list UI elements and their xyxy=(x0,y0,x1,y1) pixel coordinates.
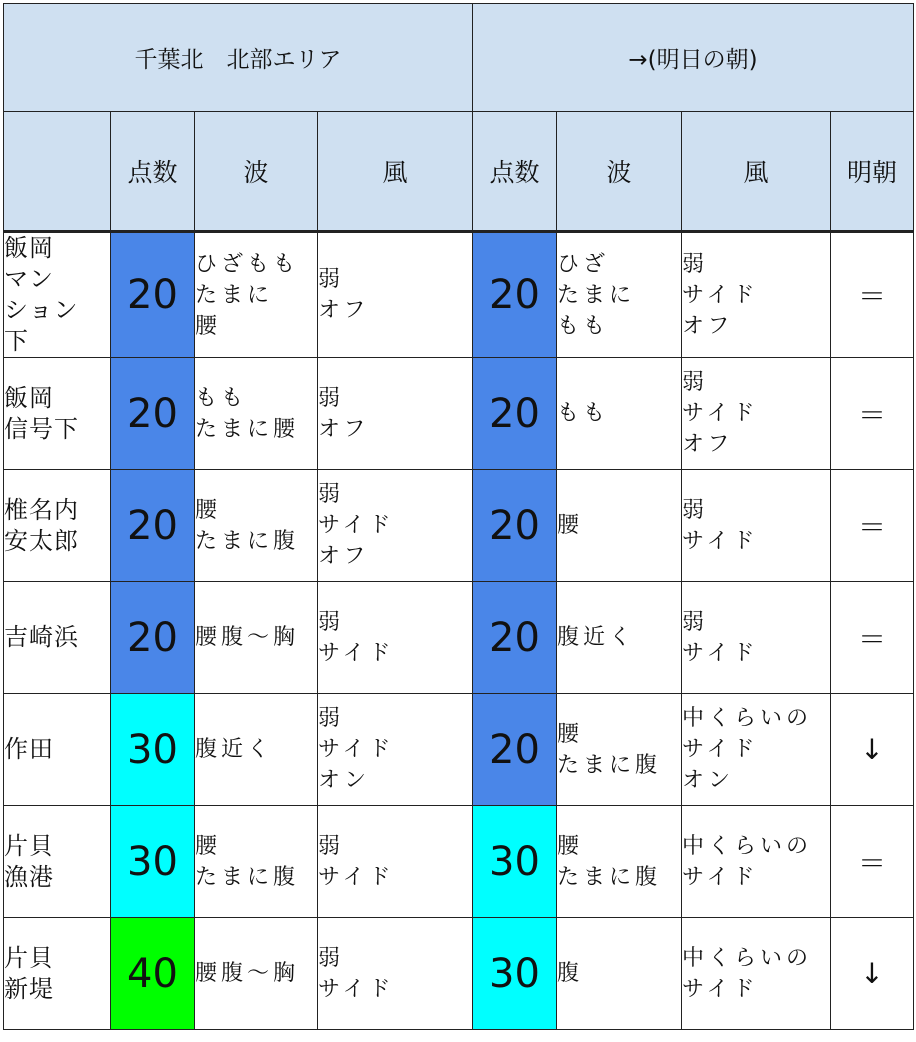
wind-line: サイド xyxy=(318,640,395,666)
spot-name-line: 下 xyxy=(4,327,29,355)
tomorrow-score-cell: 20 xyxy=(473,694,557,806)
score-cell: 20 xyxy=(111,358,195,470)
tomorrow-wind-cell xyxy=(682,918,831,1030)
spot-name xyxy=(4,694,111,806)
tomorrow-wave-line: 腹近く xyxy=(557,625,636,650)
tomorrow-wave-cell xyxy=(557,358,682,470)
tomorrow-score-cell: 30 xyxy=(473,918,557,1030)
tomorrow-score-cell: 20 xyxy=(473,470,557,582)
wind-line: 弱 xyxy=(318,945,345,971)
spot-name xyxy=(4,232,111,358)
wave-cell xyxy=(195,694,318,806)
spot-name-line: 安太郎 xyxy=(4,526,79,555)
wind-line: オフ xyxy=(318,544,370,569)
tomorrow-score-cell: 30 xyxy=(473,806,557,918)
spot-name-line: 新堤 xyxy=(4,974,54,1003)
tomorrow-wind-cell xyxy=(682,232,831,358)
spot-name xyxy=(4,918,111,1030)
wind-line: サイド xyxy=(318,976,395,1002)
tomorrow-score-cell: 20 xyxy=(473,232,557,358)
tomorrow-wave-cell xyxy=(557,232,682,358)
score-cell: 20 xyxy=(111,470,195,582)
tomorrow-wind-cell xyxy=(682,582,831,694)
wind-line: サイド xyxy=(318,513,395,538)
spot-name-line: 信号下 xyxy=(4,414,79,443)
tomorrow-wind-line: オフ xyxy=(682,432,734,457)
trend-header: 明朝 xyxy=(831,112,914,232)
tomorrow-wind-line: サイド xyxy=(682,640,759,666)
tomorrow-wind-line: 中くらいの xyxy=(682,833,813,859)
score-header: 点数 xyxy=(111,112,195,232)
spot-name xyxy=(4,358,111,470)
wave-line: ひざもも xyxy=(195,251,300,277)
surf-forecast-table xyxy=(3,3,914,1030)
column-header-row xyxy=(4,112,914,232)
spot-name-line: 飯岡 xyxy=(4,234,54,262)
tomorrow-wind-line: オフ xyxy=(682,313,734,339)
spot-name-line: 作田 xyxy=(4,735,54,763)
tomorrow-wind-line: 中くらいの xyxy=(682,945,813,971)
wave-line: もも xyxy=(195,385,248,411)
wind-header: 風 xyxy=(318,112,473,232)
spot-name-line: 片貝 xyxy=(4,943,54,972)
tomorrow-wind-line: オン xyxy=(682,768,735,793)
tomorrow-wave-line: たまに腹 xyxy=(557,752,662,778)
trend-cell: ↓ xyxy=(831,694,914,806)
score-cell: 40 xyxy=(111,918,195,1030)
wind-line: オフ xyxy=(318,298,370,323)
wind-line: オフ xyxy=(318,416,370,442)
wind-line: 弱 xyxy=(318,385,345,411)
title-row xyxy=(4,4,914,112)
wind-line: 弱 xyxy=(318,609,345,635)
tomorrow-wave-line: 腰 xyxy=(557,513,584,538)
tomorrow-wave-cell xyxy=(557,918,682,1030)
trend-cell: ＝ xyxy=(831,358,914,470)
wind-cell xyxy=(318,582,473,694)
wind-line: 弱 xyxy=(318,482,345,507)
tomorrow-wave-line: 腰 xyxy=(557,721,584,747)
tomorrow-wind-line: 弱 xyxy=(682,609,709,635)
wave-cell xyxy=(195,582,318,694)
wave-line: 腹近く xyxy=(195,737,274,762)
tomorrow-wind-line: サイド xyxy=(682,737,759,762)
wind-line: 弱 xyxy=(318,833,345,859)
trend-cell: ＝ xyxy=(831,806,914,918)
tomorrow-wave-cell xyxy=(557,694,682,806)
trend-cell: ＝ xyxy=(831,582,914,694)
tomorrow-wave-cell xyxy=(557,806,682,918)
spot-name-line: 椎名内 xyxy=(4,495,79,524)
trend-cell: ＝ xyxy=(831,232,914,358)
tomorrow-wind-line: サイド xyxy=(682,976,759,1002)
wave-line: 腰腹〜胸 xyxy=(195,625,300,650)
wind-line: オン xyxy=(318,768,371,793)
tomorrow-wind-line: サイド xyxy=(682,528,759,554)
tomorrow-wave-header: 波 xyxy=(557,112,682,232)
spot-name-line: 飯岡 xyxy=(4,383,54,412)
tomorrow-wave-line: もも xyxy=(557,401,610,426)
tomorrow-wind-line: 弱 xyxy=(682,251,709,277)
wind-line: 弱 xyxy=(318,706,345,731)
tomorrow-wave-cell xyxy=(557,582,682,694)
wave-header: 波 xyxy=(195,112,318,232)
tomorrow-title: →(明日の朝) xyxy=(473,4,914,112)
wave-cell xyxy=(195,470,318,582)
wave-line: たまに xyxy=(195,282,274,308)
table-row xyxy=(4,232,914,358)
table-row xyxy=(4,582,914,694)
tomorrow-wind-line: 中くらいの xyxy=(682,706,813,731)
wind-line: 弱 xyxy=(318,267,345,292)
tomorrow-wave-line: ひざ xyxy=(557,251,610,277)
wind-line: サイド xyxy=(318,864,395,890)
wave-line: 腰 xyxy=(195,497,222,523)
spot-name-line: 片貝 xyxy=(4,831,54,860)
wind-line: サイド xyxy=(318,737,395,762)
tomorrow-wave-line: たまに xyxy=(557,282,636,308)
table-row xyxy=(4,918,914,1030)
tomorrow-score-cell: 20 xyxy=(473,582,557,694)
tomorrow-wind-line: サイド xyxy=(682,864,759,890)
tomorrow-wind-cell xyxy=(682,358,831,470)
tomorrow-wind-line: 弱 xyxy=(682,370,709,395)
table-row xyxy=(4,806,914,918)
wave-line: 腰腹〜胸 xyxy=(195,961,300,986)
tomorrow-wave-line: たまに腹 xyxy=(557,864,662,890)
trend-cell: ＝ xyxy=(831,470,914,582)
table-row xyxy=(4,470,914,582)
tomorrow-wave-line: 腹 xyxy=(557,961,584,986)
table-row xyxy=(4,694,914,806)
wave-line: 腰 xyxy=(195,833,222,859)
wind-cell xyxy=(318,358,473,470)
trend-cell: ↓ xyxy=(831,918,914,1030)
tomorrow-wave-line: もも xyxy=(557,313,610,339)
tomorrow-wave-cell xyxy=(557,470,682,582)
table-row xyxy=(4,358,914,470)
wave-line: たまに腹 xyxy=(195,528,300,554)
spot-name-line: マン xyxy=(4,265,54,293)
wind-cell xyxy=(318,918,473,1030)
tomorrow-wind-cell xyxy=(682,470,831,582)
tomorrow-score-header: 点数 xyxy=(473,112,557,232)
spot-name xyxy=(4,470,111,582)
wave-cell xyxy=(195,918,318,1030)
wind-cell xyxy=(318,806,473,918)
tomorrow-wind-header: 風 xyxy=(682,112,831,232)
spot-name xyxy=(4,582,111,694)
score-cell: 20 xyxy=(111,582,195,694)
wave-line: たまに腰 xyxy=(195,416,300,442)
spot-name xyxy=(4,806,111,918)
tomorrow-wind-line: 弱 xyxy=(682,497,709,523)
area-title: 千葉北 北部エリア xyxy=(4,4,473,112)
wave-line: たまに腹 xyxy=(195,864,300,890)
tomorrow-score-cell: 20 xyxy=(473,358,557,470)
wind-cell xyxy=(318,232,473,358)
tomorrow-wind-line: サイド xyxy=(682,282,759,308)
wave-cell xyxy=(195,232,318,358)
tomorrow-wave-line: 腰 xyxy=(557,833,584,859)
score-cell: 30 xyxy=(111,694,195,806)
score-cell: 20 xyxy=(111,232,195,358)
score-cell: 30 xyxy=(111,806,195,918)
spot-name-line: 吉崎浜 xyxy=(4,623,79,651)
tomorrow-wind-line: サイド xyxy=(682,401,759,426)
tomorrow-wind-cell xyxy=(682,806,831,918)
wave-cell xyxy=(195,806,318,918)
spot-name-line: 漁港 xyxy=(4,862,54,891)
wind-cell xyxy=(318,694,473,806)
spot-name-line: ション xyxy=(4,296,79,324)
spot-header xyxy=(4,112,111,232)
tomorrow-wind-cell xyxy=(682,694,831,806)
wind-cell xyxy=(318,470,473,582)
wave-cell xyxy=(195,358,318,470)
wave-line: 腰 xyxy=(195,313,222,339)
